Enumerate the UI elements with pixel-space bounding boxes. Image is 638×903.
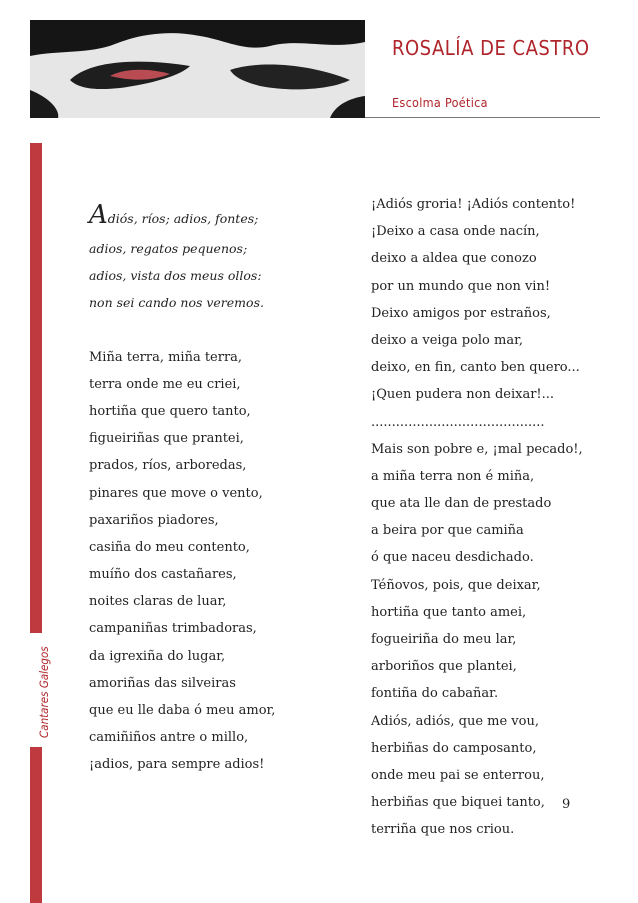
poem-line: Deixo amigos por estraños, [371, 305, 551, 321]
poem-line: figueiriñas que prantei, [89, 431, 244, 447]
poem-line: amoriñas das silveiras [89, 675, 236, 691]
poem-line: por un mundo que non vin! [371, 278, 551, 294]
poem-line: Adiós, ríos; adios, fontes; [89, 200, 259, 230]
poem-line: deixo, en fin, canto ben quero... [371, 360, 580, 376]
poem-line: terra onde me eu criei, [89, 376, 241, 392]
poem-line: adios, vista dos meus ollos: [89, 268, 262, 284]
poem-line: hortiña que quero tanto, [89, 403, 251, 419]
poem-line: Mais son pobre e, ¡mal pecado!, [371, 441, 583, 457]
header-rule [365, 117, 600, 118]
poem-line: herbiñas do camposanto, [371, 740, 537, 756]
poem-line: fogueiriña do meu lar, [371, 632, 517, 647]
poem-line: ó que naceu desdichado. [371, 550, 534, 566]
poem-line: Téñovos, pois, que deixar, [371, 577, 541, 593]
poem-line: pinares que move o vento, [89, 485, 263, 501]
poem-line: noites claras de luar, [89, 594, 227, 610]
poem-line: deixo a veiga polo mar, [371, 332, 524, 348]
poem-line: da igrexiña do lugar, [89, 648, 226, 664]
poem-line: que ata lle dan de prestado [371, 496, 552, 512]
poem-line: .......................................... [371, 414, 545, 430]
poem-stanza-1 [89, 195, 275, 317]
poem-stanza-2 [89, 344, 275, 779]
poem-line: campaniñas trimbadoras, [89, 621, 257, 637]
poem-line: arboriños que plantei, [371, 659, 517, 675]
poem-line: muíño dos castañares, [89, 567, 237, 583]
author-name: ROSALÍA DE CASTRO [392, 36, 590, 60]
poem-line: hortiña que tanto amei, [371, 604, 527, 620]
poem-line: Adiós, adiós, que me vou, [371, 713, 539, 729]
poem-line: Miña terra, miña terra, [89, 349, 243, 365]
poem-line: terriña que nos criou. [371, 822, 515, 838]
drop-cap: A [89, 200, 108, 230]
poem-line: a miña terra non é miña, [371, 468, 535, 484]
poem-line: ¡Adiós groria! ¡Adiós contento! [371, 197, 576, 212]
page-number: 9 [562, 797, 571, 812]
poem-line: casiña do meu contento, [89, 539, 250, 555]
side-bar-bottom [30, 747, 42, 903]
poem-line: ¡Quen pudera non deixar!... [371, 387, 555, 403]
poem-line: herbiñas que biquei tanto, [371, 795, 545, 811]
poem-line: deixo a aldea que conozo [371, 251, 537, 267]
poem-line: fontiña do cabañar. [371, 686, 499, 702]
poem-left-column [89, 195, 275, 779]
poem-line: ¡Deixo a casa onde nacín, [371, 224, 540, 240]
side-bar-top [30, 143, 42, 633]
poem-line: prados, ríos, arboredas, [89, 458, 247, 474]
poem-line: adios, regatos pequenos; [89, 241, 248, 256]
poem-line: ¡adios, para sempre adios! [89, 757, 265, 773]
book-subtitle: Escolma Poética [392, 95, 488, 110]
header-portrait-image [30, 20, 365, 118]
poem-line: paxariños piadores, [89, 512, 219, 528]
poem-right-column [371, 191, 583, 844]
poem-line: a beira por que camiña [371, 523, 524, 539]
poem-line: non sei cando nos veremos. [89, 295, 264, 311]
poem-line: onde meu pai se enterrou, [371, 767, 545, 783]
poem-line: camiñiños antre o millo, [89, 730, 249, 746]
poem-line: que eu lle daba ó meu amor, [89, 703, 276, 718]
